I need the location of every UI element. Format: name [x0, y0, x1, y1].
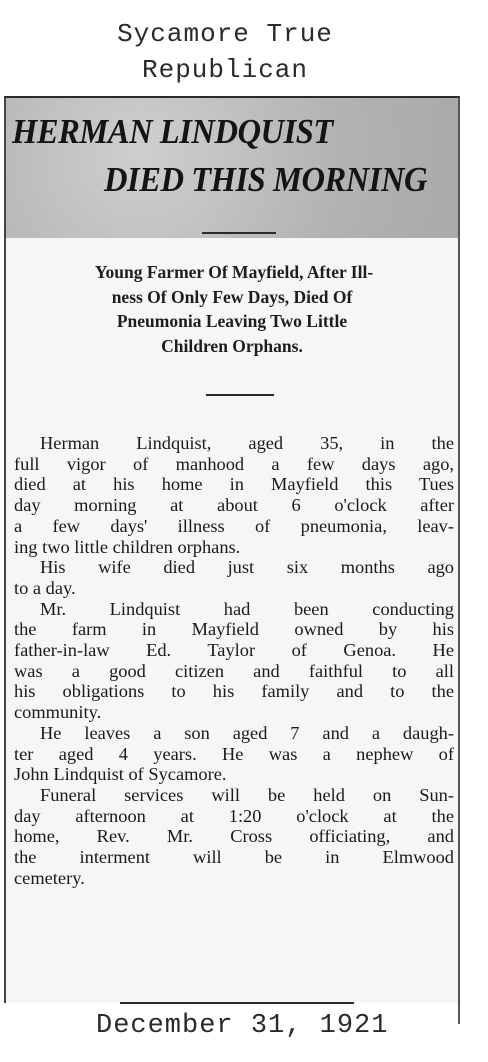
article-line: to a day.: [14, 577, 76, 598]
source-newspaper-name: Sycamore True: [117, 19, 333, 49]
article-line: ter aged 4 years. He was a nephew of: [14, 743, 454, 764]
article-line: a few days' illness of pneumonia, leav-: [14, 515, 454, 536]
article-line: died at his home in Mayfield this Tues: [14, 474, 454, 495]
article-line: the farm in Mayfield owned by his: [14, 619, 454, 640]
article-line: day morning at about 6 o'clock after: [14, 495, 454, 516]
subheadline-line: Pneumonia Leaving Two Little: [116, 311, 348, 331]
headline-line-2: DIED THIS MORNING: [104, 160, 428, 199]
article-line: John Lindquist of Sycamore.: [14, 764, 227, 785]
clipping-edge-mark: [458, 1000, 460, 1024]
article-line: day afternoon at 1:20 o'clock at the: [14, 805, 454, 826]
article-body: [14, 433, 454, 888]
article-line: father-in-law Ed. Taylor of Genoa. He: [14, 640, 454, 661]
headline-block: [6, 98, 458, 238]
article-line: full vigor of manhood a few days ago,: [14, 453, 454, 474]
article-line: his obligations to his family and to the: [14, 681, 454, 702]
subheadline-line: Children Orphans.: [161, 335, 303, 356]
article-line: community.: [14, 702, 102, 723]
headline-divider: [202, 232, 276, 234]
subheadline: [6, 260, 458, 358]
end-divider: [120, 1002, 354, 1004]
article-line: He leaves a son aged 7 and a daugh-: [40, 722, 454, 743]
newspaper-clipping: [4, 96, 460, 1003]
article-line: home, Rev. Mr. Cross officiating, and: [14, 826, 454, 847]
subheadline-line: Young Farmer Of Mayfield, After Ill-: [94, 262, 374, 282]
article-line: Mr. Lindquist had been conducting: [40, 598, 454, 619]
source-newspaper-name-2: Republican: [141, 55, 309, 85]
publication-date: December 31, 1921: [96, 1011, 389, 1041]
article-line: was a good citizen and faithful to all: [14, 660, 454, 681]
subheadline-divider: [206, 394, 274, 396]
subheadline-line: ness Of Only Few Days, Died Of: [111, 286, 353, 307]
article-line: Herman Lindquist, aged 35, in the: [40, 433, 454, 453]
article-line: His wife died just six months ago: [40, 557, 454, 578]
headline-line-1: HERMAN LINDQUIST: [12, 112, 333, 151]
article-line: Funeral services will be held on Sun-: [40, 784, 454, 805]
article-line: the interment will be in Elmwood: [14, 847, 454, 868]
article-line: ing two little children orphans.: [14, 536, 241, 557]
article-line: cemetery.: [14, 867, 85, 888]
